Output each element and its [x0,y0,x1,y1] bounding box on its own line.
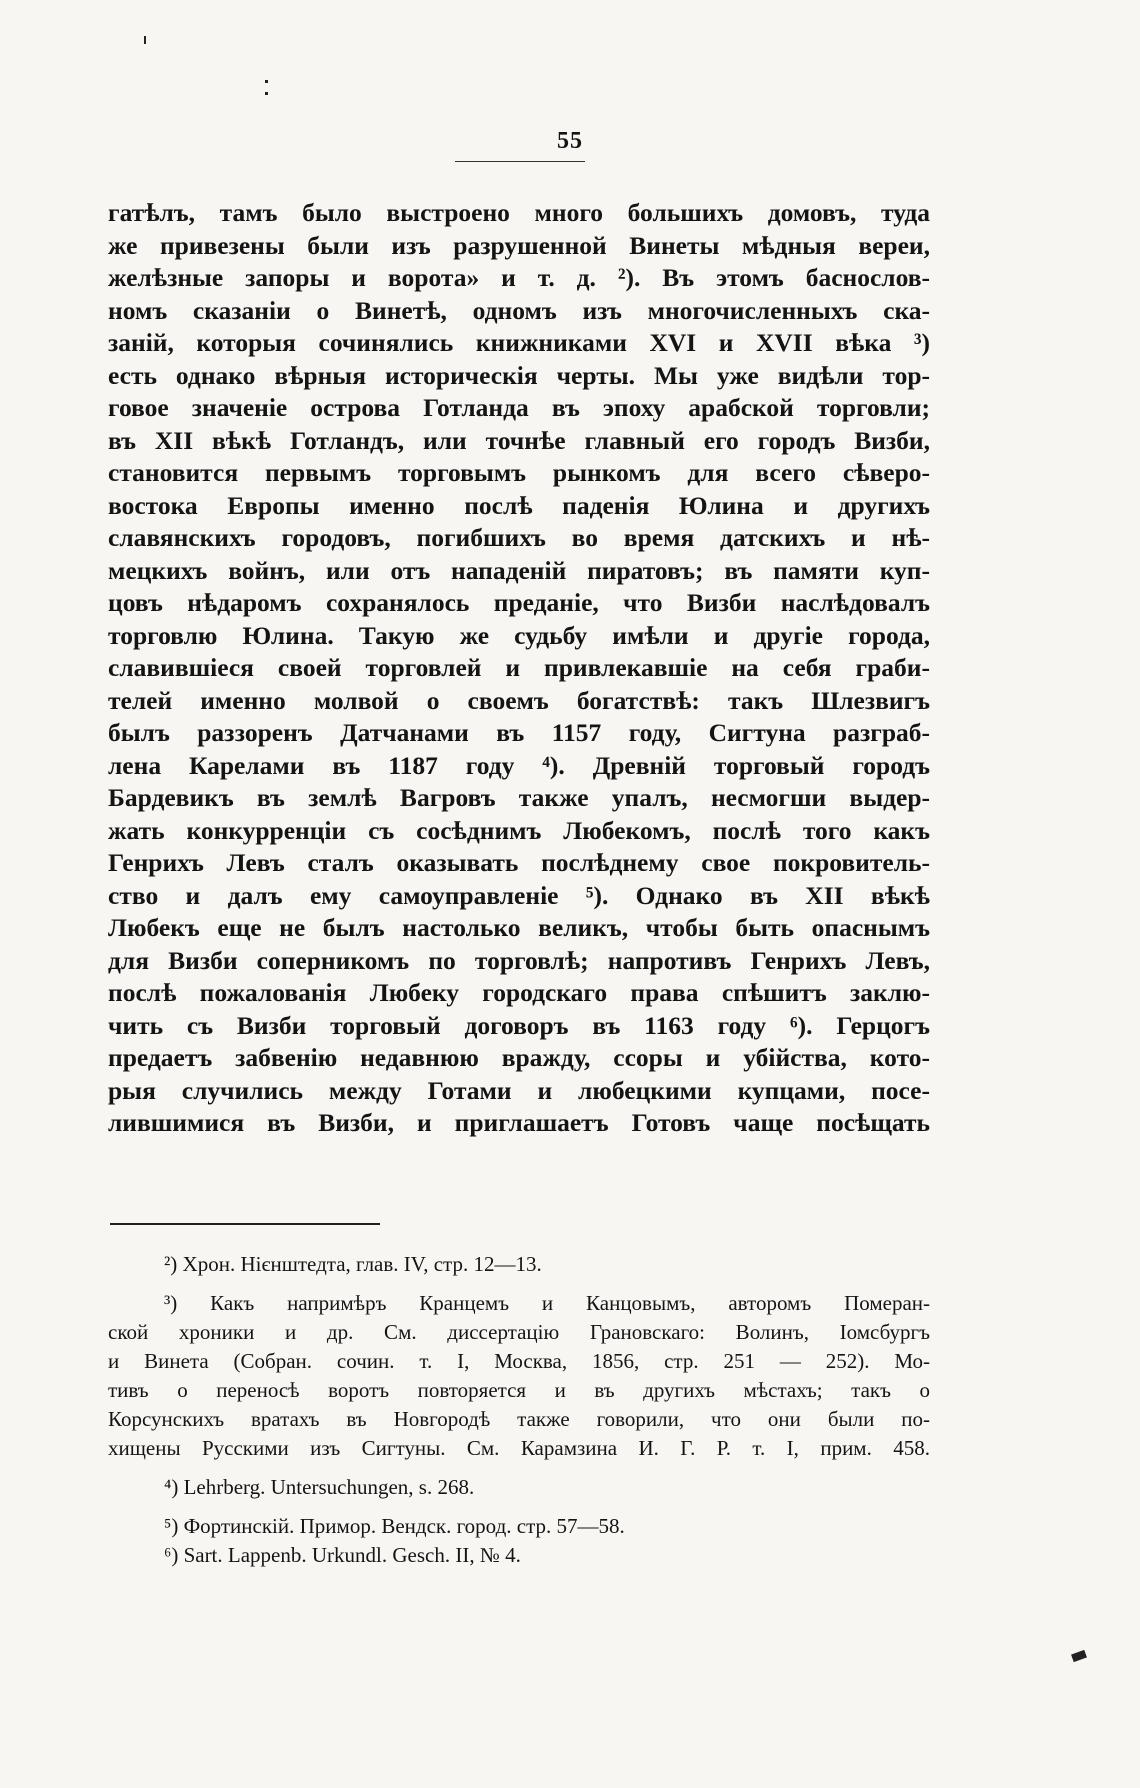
page-number: 55 [557,128,583,154]
text-line: мецкихъ войнъ, или отъ нападеній пиратовъ; въ памяти куп- [108,555,930,585]
text-line: Генрихъ Левъ сталъ оказывать послѣднему свое покровитель- [108,848,930,877]
footnote-5: ⁵) Фортинскій. Примор. Вендск. город. стр. 57—58. [164,1514,625,1538]
text-line: славившіеся своей торговлей и привлекавшіе на себя граби- [108,653,930,682]
text-line: для Визби соперникомъ по торговлѣ; напротивъ Генрихъ Левъ, [108,945,930,975]
text-line: предаетъ забвенію недавнюю вражду, ссоры и убійства, кото- [108,1043,930,1072]
text-line: номъ сказаніи о Винетѣ, одномъ изъ многочисленныхъ ска- [108,295,930,325]
text-line: цовъ нѣдаромъ сохранялось преданіе, что Визби наслѣдовалъ [108,588,930,617]
footnote-3-line: и Винета (Собран. сочин. т. I, Москва, 1856, стр. 251 — 252). Мо- [108,1349,930,1373]
scan-speck [265,92,268,95]
text-line: телей именно молвой о своемъ богатствѣ: такъ Шлезвигъ [108,685,930,715]
scan-speck [1071,1650,1087,1662]
footnote-3-line: хищены Русскими изъ Сигтуны. См. Карамзина И. Г. Р. т. I, прим. 458. [108,1436,930,1460]
footnote-separator [110,1223,380,1225]
text-line: послѣ пожалованія Любеку городскаго права спѣшитъ заклю- [108,978,930,1007]
text-line: былъ раззоренъ Датчанами въ 1157 году, Сигтуна разграб- [108,718,930,747]
text-line: Любекъ еще не былъ настолько великъ, чтобы быть опаснымъ [108,913,930,942]
text-line: же привезены были изъ разрушенной Винеты мѣдныя вереи, [108,230,930,260]
text-line: лившимися въ Визби, и приглашаетъ Готовъ чаще посѣщать [108,1108,930,1137]
page-number-rule [455,161,585,162]
text-line: жать конкурренціи съ сосѣднимъ Любекомъ, послѣ того какъ [108,815,930,845]
text-line: востока Европы именно послѣ паденія Юлина и другихъ [108,490,930,520]
text-line: желѣзные запоры и ворота» и т. д. ²). Въ этомъ баснослов- [108,263,930,292]
footnote-gap [108,1502,930,1512]
footnote-2: ²) Хрон. Нієнштедта, глав. IV, стр. 12—13. [164,1252,542,1276]
text-line: ство и далъ ему самоуправленіе ⁵). Однако въ XII вѣкѣ [108,880,930,910]
text-line: торговлю Юлина. Такую же судьбу имѣли и другіе города, [108,620,930,650]
footnote-gap [108,1279,930,1289]
footnote-3-line: ской хроники и др. См. диссертацію Грановскаго: Волинъ, Іомсбургъ [108,1320,930,1344]
text-line: Бардевикъ въ землѣ Вагровъ также упалъ, несмогши выдер- [108,783,930,812]
text-line: заній, которыя сочинялись книжниками XVI и XVII вѣка ³) [108,328,930,357]
footnote-3-line: тивъ о переносѣ воротъ повторяется и въ другихъ мѣстахъ; такъ о [108,1378,930,1402]
page-number-container [0,128,1140,155]
text-line: въ XII вѣкѣ Готландъ, или точнѣе главный его городъ Визби, [108,425,930,455]
footnote-3-line: Корсунскихъ вратахъ въ Новгородѣ также говорили, что они были по- [108,1407,930,1431]
footnote-4: ⁴) Lehrberg. Untersuchungen, s. 268. [164,1475,475,1499]
text-line: славянскихъ городовъ, погибшихъ во время датскихъ и нѣ- [108,523,930,552]
text-line: лена Карелами въ 1187 году ⁴). Древній торговый городъ [108,750,930,780]
text-line: рыя случились между Готами и любецкими купцами, посе- [108,1075,930,1105]
text-line: чить съ Визби торговый договоръ въ 1163 году ⁶). Герцогъ [108,1010,930,1040]
text-line: говое значеніе острова Готланда въ эпоху арабской торговли; [108,393,930,422]
footnote-6: ⁶) Sart. Lappenb. Urkundl. Gesch. II, № 4. [164,1543,521,1567]
footnotes [108,1250,930,1570]
scan-speck [144,36,146,44]
main-text [108,197,930,1140]
text-line: гатѣлъ, тамъ было выстроено много большихъ домовъ, туда [108,198,930,227]
text-line: становится первымъ торговымъ рынкомъ для всего сѣверо- [108,458,930,487]
footnote-3-line: ³) Какъ напримѣръ Кранцемъ и Канцовымъ, авторомъ Померан- [164,1291,930,1315]
text-line: есть однако вѣрныя историческія черты. Мы уже видѣли тор- [108,360,930,390]
footnote-gap [108,1463,930,1473]
scan-speck [265,80,268,83]
